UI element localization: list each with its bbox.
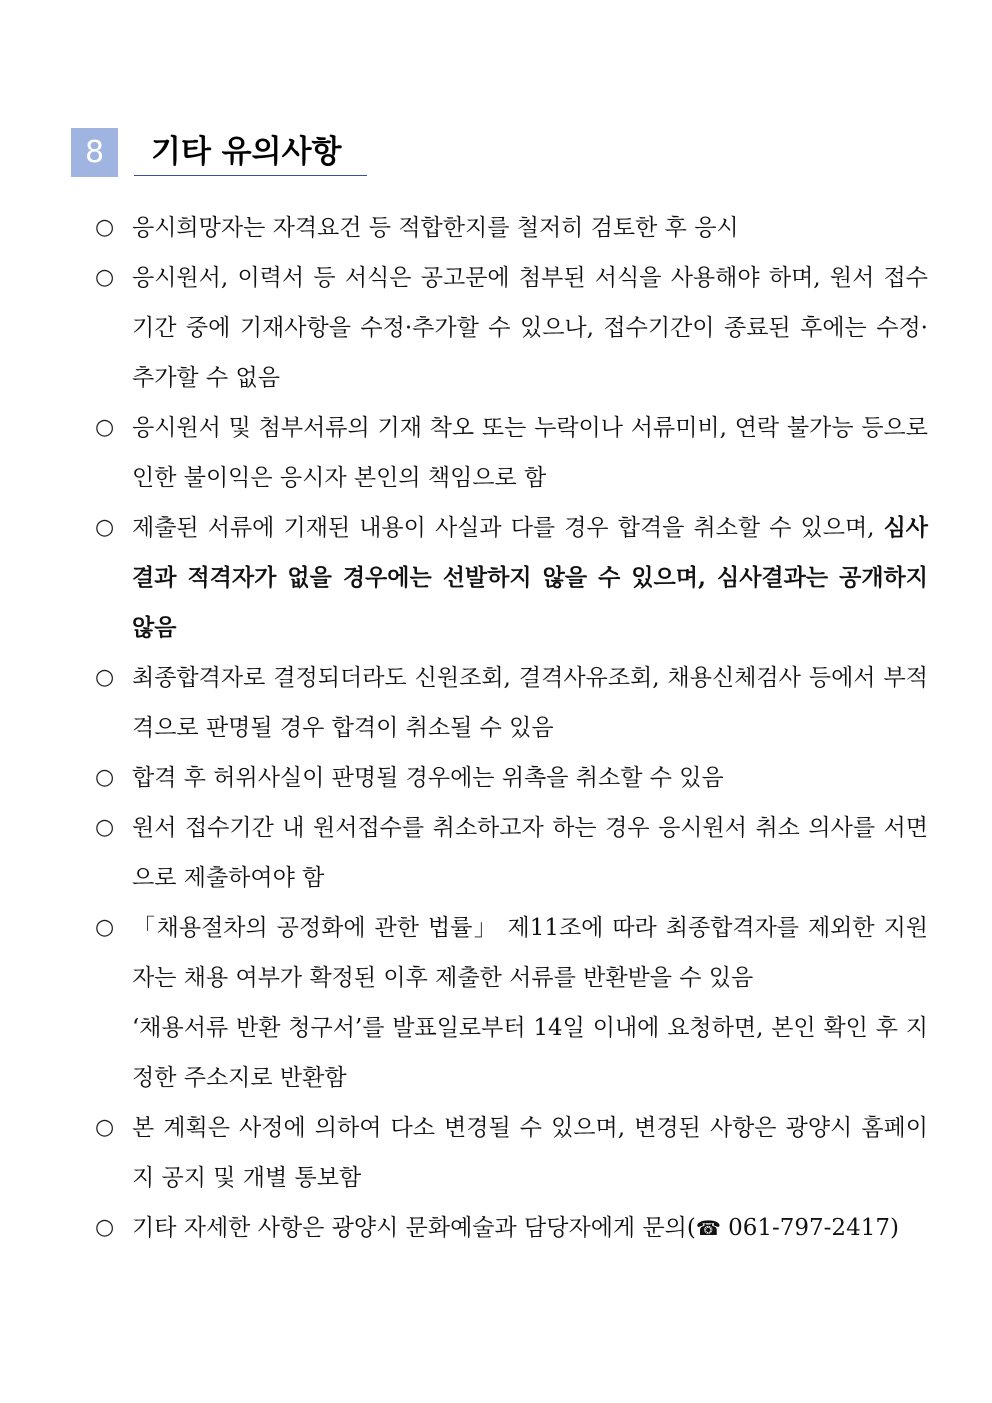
- notice-text-return-request: ‘채용서류 반환 청구서’를 발표일로부터 14일 이내에 요청하면, 본인 확인 후 지정한 주소지로 반환함: [132, 1015, 928, 1091]
- circle-bullet-icon: ○: [95, 1215, 115, 1240]
- notice-text: 기타 자세한 사항은 광양시 문화예술과 담당자에게 문의(: [132, 1215, 696, 1241]
- circle-bullet-icon: ○: [95, 415, 115, 440]
- circle-bullet-icon: ○: [95, 815, 115, 840]
- notice-text: 원서 접수기간 내 원서접수를 취소하고자 하는 경우 응시원서 취소 의사를 서면으로 제출하여야 함: [132, 815, 928, 891]
- notice-text: 응시희망자는 자격요건 등 적합한지를 철저히 검토한 후 응시: [132, 215, 739, 241]
- notice-item-plan-changes: [92, 1103, 928, 1203]
- notice-item-applicant-responsibility: [92, 403, 928, 503]
- notice-item-application-forms: [92, 253, 928, 403]
- notice-list: [92, 203, 928, 1253]
- notice-item-application-cancel: [92, 803, 928, 903]
- notice-text: 최종합격자로 결정되더라도 신원조회, 결격사유조회, 채용신체검사 등에서 부적격으로 판명될 경우 합격이 취소될 수 있음: [132, 665, 928, 741]
- notice-bold-text: 심사결과 적격자가 없을 경우에는 선발하지 않을 수 있으며, 심사결과는 공개하지 않음: [132, 514, 928, 641]
- circle-bullet-icon: ○: [95, 765, 115, 790]
- circle-bullet-icon: ○: [95, 215, 115, 240]
- circle-bullet-icon: ○: [95, 515, 115, 540]
- section-title-underline: [134, 175, 367, 176]
- phone-icon: ☎: [695, 1216, 721, 1240]
- notice-text: 응시원서, 이력서 등 서식은 공고문에 첨부된 서식을 사용해야 하며, 원서 접수 기간 중에 기재사항을 수정·추가할 수 있으나, 접수기간이 종료된 후에는 수정·추가할 수 없음: [132, 265, 928, 391]
- notice-item-false-facts: [92, 753, 928, 803]
- notice-item-document-return: [92, 903, 928, 1103]
- circle-bullet-icon: ○: [95, 265, 115, 290]
- circle-bullet-icon: ○: [95, 1115, 115, 1140]
- section-header: [71, 128, 371, 180]
- circle-bullet-icon: ○: [95, 665, 115, 690]
- notice-text: 합격 후 허위사실이 판명될 경우에는 위촉을 취소할 수 있음: [132, 765, 724, 791]
- notice-text: 「채용절차의 공정화에 관한 법률」 제11조에 따라 최종합격자를 제외한 지원자는 채용 여부가 확정된 이후 제출한 서류를 반환받을 수 있음: [132, 915, 928, 991]
- section-title: 기타 유의사항: [151, 134, 342, 170]
- notice-text: 응시원서 및 첨부서류의 기재 착오 또는 누락이나 서류미비, 연락 불가능 등으로 인한 불이익은 응시자 본인의 책임으로 함: [132, 415, 928, 491]
- notice-item-contact: [92, 1203, 928, 1253]
- notice-text: 제출된 서류에 기재된 내용이 사실과 다를 경우 합격을 취소할 수 있으며,: [132, 515, 884, 541]
- contact-phone-number: 061-797-2417): [720, 1215, 899, 1241]
- notice-item-background-check: [92, 653, 928, 753]
- notice-item-false-documents: [92, 503, 928, 653]
- circle-bullet-icon: ○: [95, 915, 115, 940]
- notice-text: 본 계획은 사정에 의하여 다소 변경될 수 있으며, 변경된 사항은 광양시 홈페이지 공지 및 개별 통보함: [132, 1115, 928, 1191]
- section-number-badge: 8: [71, 128, 118, 177]
- notice-item-qualification-review: [92, 203, 928, 253]
